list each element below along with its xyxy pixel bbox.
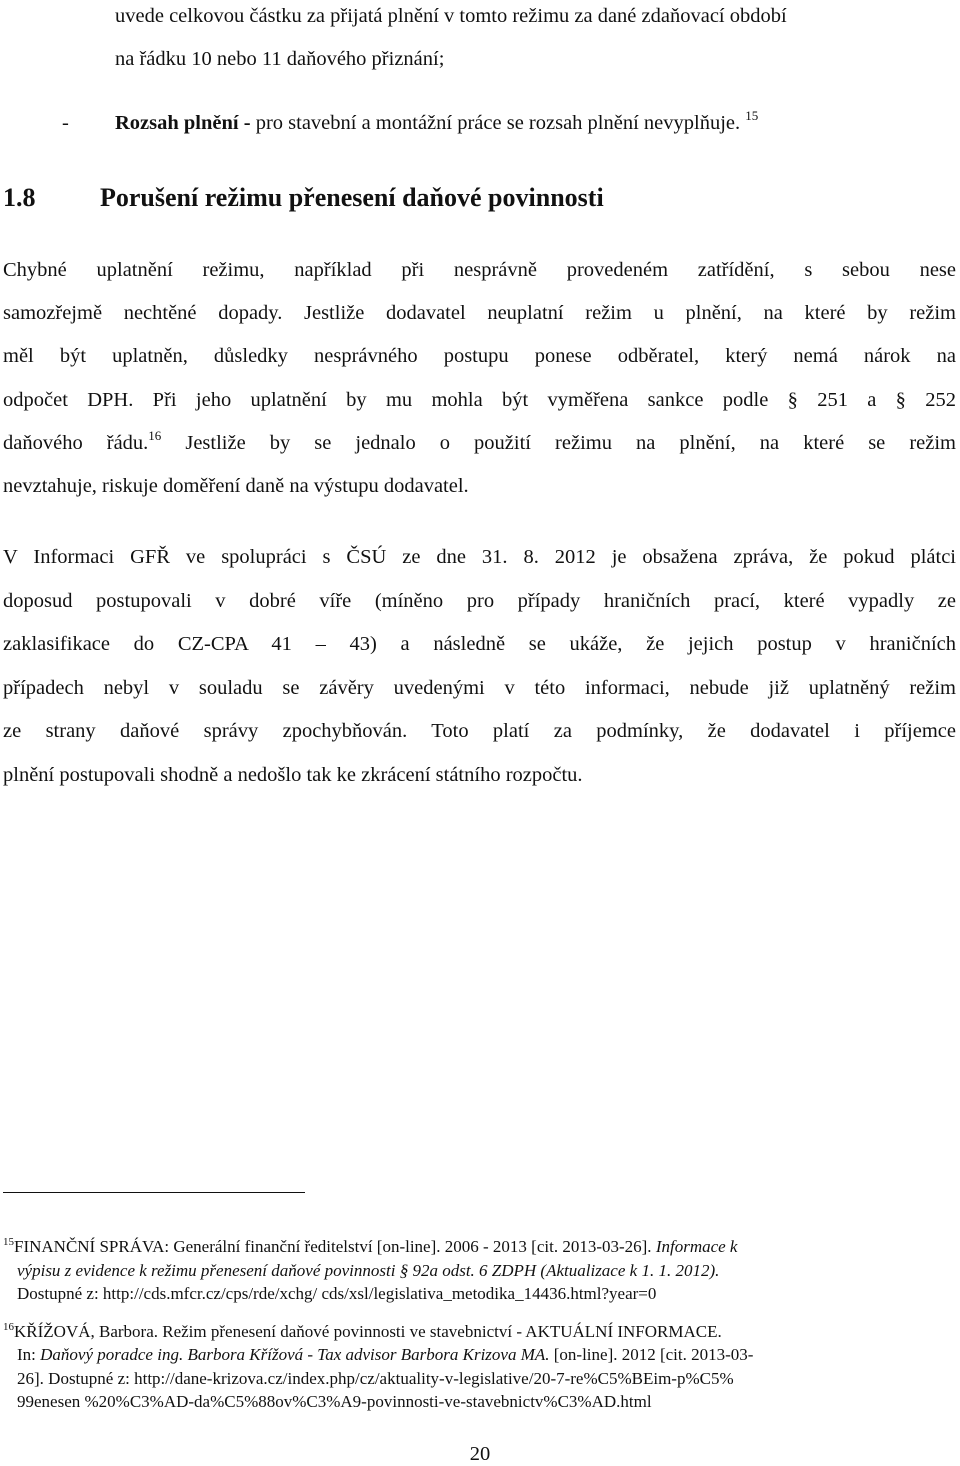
paragraph-line: případech nebyl v souladu se závěry uvedenými v této informaci, nebude již uplatněný režim [3,677,956,699]
list-item [115,108,956,135]
footnote-title: výpisu z evidence k režimu přenesení daňové povinnosti § 92a odst. 6 ZDPH (Aktualizace k 1. 1. 2012). [17,1261,720,1280]
list-item-continuation-line: uvede celkovou částku za přijatá plnění v tomto režimu za dané zdaňovací období [115,5,787,27]
footnote-text: KŘÍŽOVÁ, Barbora. Režim přenesení daňové povinnosti ve stavebnictví - AKTUÁLNÍ INFORMACE. [14,1322,722,1341]
footnote-line: Dostupné z: http://cds.mfcr.cz/cps/rde/xchg/ cds/xsl/legislativa_metodika_14436.html?year=0 [17,1284,657,1303]
page-number: 20 [469,1443,491,1465]
paragraph-line: plnění postupovali shodně a nedošlo tak ke zkrácení státního rozpočtu. [3,764,583,786]
paragraph-line: Chybné uplatnění režimu, například při nesprávně provedeném zatřídění, s sebou nese [3,259,956,281]
footnote-ref-16: 16 [148,428,162,443]
paragraph-line: odpočet DPH. Při jeho uplatnění by mu mohla být vyměřena sankce podle § 251 a § 252 [3,389,956,411]
footnote-separator [3,1192,305,1193]
section-heading [3,182,604,214]
footnote-ref-15: 15 [745,108,759,123]
footnote-number: 15 [3,1236,14,1248]
paragraph-line [3,428,956,455]
footnote-16 [3,1321,956,1343]
paragraph-line: ze strany daňové správy zpochybňován. Toto platí za podmínky, že dodavatel i příjemce [3,720,956,742]
list-item-text: pro stavební a montážní práce se rozsah plnění nevyplňuje. [250,112,741,134]
paragraph-text: daňového řádu. [3,432,149,454]
list-item-term: Rozsah plnění - [115,112,251,134]
footnote-title: Daňový poradce ing. Barbora Křížová - Tax advisor Barbora Krizova MA. [35,1345,550,1364]
footnote-line: 99enesen %20%C3%AD-da%C5%88ov%C3%A9-povinnosti-ve-stavebnictv%C3%AD.html [17,1392,652,1411]
list-bullet-dash: - [62,112,69,134]
paragraph-text: Jestliže by se jednalo o použití režimu na plnění, na které se režim [161,432,956,454]
paragraph-line: doposud postupovali v dobré víře (míněno pro případy hraničních prací, které vypadly ze [3,590,956,612]
footnote-15 [3,1236,956,1258]
footnote-title: Informace k [651,1237,738,1256]
paragraph-line: měl být uplatněn, důsledky nesprávného postupu ponese odběratel, který nemá nárok na [3,345,956,367]
footnote-text: FINANČNÍ SPRÁVA: Generální finanční ředitelství [on-line]. 2006 - 2013 [cit. 2013-03-26]. [14,1237,652,1256]
section-number: 1.8 [3,183,36,212]
footnote-text: [on-line]. 2012 [cit. 2013-03- [549,1345,754,1364]
footnote-line [17,1260,956,1282]
paragraph-line: nevztahuje, riskuje doměření daně na výstupu dodavatel. [3,475,469,497]
footnote-line [17,1344,956,1366]
paragraph-line: samozřejmě nechtěné dopady. Jestliže dodavatel neuplatní režim u plnění, na které by režim [3,302,956,324]
section-title: Porušení režimu přenesení daňové povinnosti [100,183,604,212]
paragraph-line: zaklasifikace do CZ-CPA 41 – 43) a následně se ukáže, že jejich postup v hraničních [3,633,956,655]
paragraph-line: V Informaci GFŘ ve spolupráci s ČSÚ ze dne 31. 8. 2012 je obsažena zpráva, že pokud plátci [3,546,956,568]
footnote-number: 16 [3,1321,14,1333]
footnote-text: In: [17,1345,36,1364]
list-item-continuation-line: na řádku 10 nebo 11 daňového přiznání; [115,48,445,70]
footnote-line: 26]. Dostupné z: http://dane-krizova.cz/index.php/cz/aktuality-v-legislative/20-7-re%C5%BEim-p%C5% [17,1369,734,1388]
